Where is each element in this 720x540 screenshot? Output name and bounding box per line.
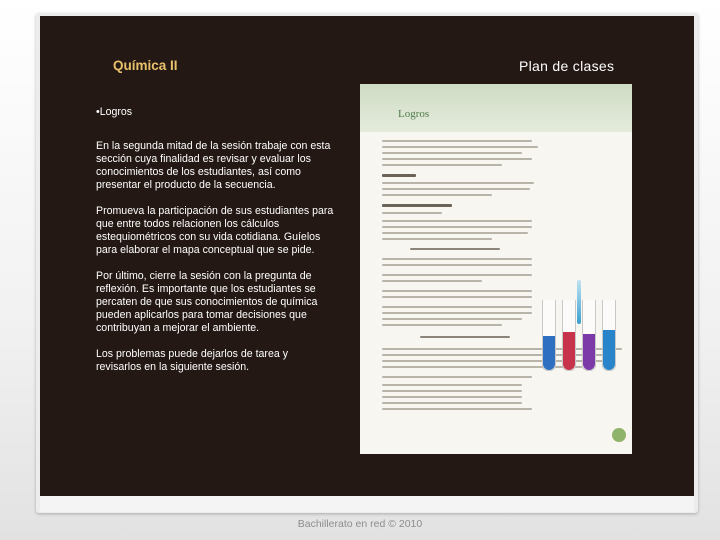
tube-liquid [563,332,575,370]
course-title: Química II [113,58,178,73]
paragraph-4: Los problemas puede dejarlos de tarea y revisarlos en la siguiente sesión. [96,348,288,373]
book-page-header [360,84,632,132]
test-tube-icon [582,300,596,371]
footer-copyright: Bachillerato en red © 2010 [297,518,423,530]
pipette-icon [577,280,581,324]
tube-liquid [603,330,615,370]
test-tube-icon [562,300,576,371]
paragraph-2: Promueva la participación de sus estudiantes para que entre todos relacionen los cálculos estequiométricos con su vida cotidiana. Guíelos para elaborar el mapa conceptual que se pide. [96,205,334,256]
tube-liquid [583,334,595,370]
page-number-badge [612,428,626,442]
logros-bullet: •Logros [96,106,133,118]
plan-title: Plan de clases [519,58,615,74]
test-tubes-illustration [538,280,622,374]
test-tube-icon [542,300,556,371]
slide-bottom-strip [40,496,694,512]
test-tube-icon [602,300,616,371]
book-page-image [360,84,632,454]
paragraph-1: En la segunda mitad de la sesión trabaje con esta sección cuya finalidad es revisar y evaluar los conocimientos de los estudiantes, así como presentar el producto de la secuencia. [96,140,331,191]
book-page-heading: Logros [398,108,430,120]
lesson-text [96,106,336,387]
paragraph-3: Por último, cierre la sesión con la pregunta de reflexión. Es importante que los estudiantes se percaten de que sus conocimientos de química pueden aplicarlos para tomar decisiones que contribuyan a mejorar el ambiente. [96,270,318,334]
tube-liquid [543,336,555,370]
